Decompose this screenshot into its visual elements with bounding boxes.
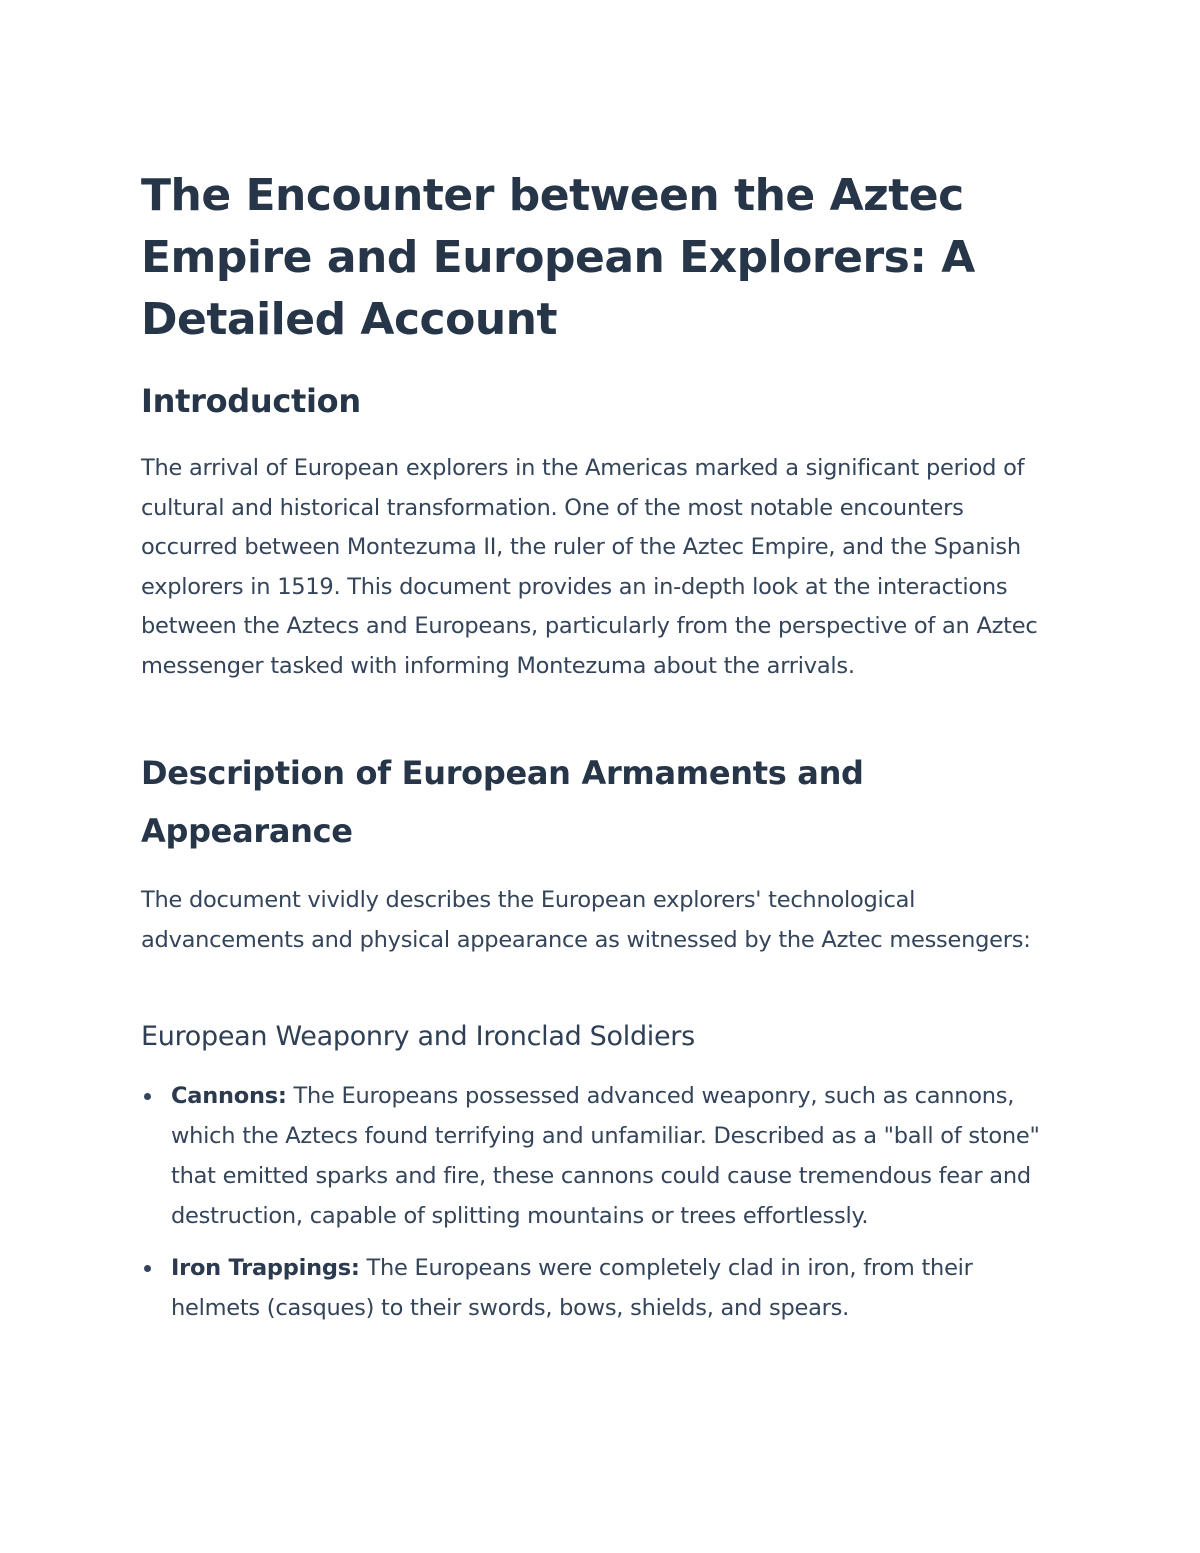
document-title: The Encounter between the Aztec Empire and European Explorers: A Detailed Account — [141, 170, 975, 345]
weaponry-list — [141, 1076, 1061, 1340]
bullet-icon — [144, 1265, 151, 1272]
armaments-paragraph: The document vividly describes the European explorers' technological advancements and physical appearance as witnessed by the Aztec messengers: — [141, 887, 1031, 953]
armaments-heading: Description of European Armaments and Appearance — [141, 754, 864, 850]
list-item-term: Iron Trappings: — [171, 1255, 360, 1281]
list-item-iron-trappings — [141, 1248, 1061, 1328]
introduction-heading: Introduction — [141, 382, 361, 420]
list-item-text: The Europeans were completely clad in iron, from their helmets (casques) to their swords, bows, shields, and spears. — [171, 1255, 973, 1321]
weaponry-subheading: European Weaponry and Ironclad Soldiers — [141, 1021, 695, 1052]
list-item-text: The Europeans possessed advanced weaponry, such as cannons, which the Aztecs found terrifying and unfamiliar. Described as a "ball of stone" that emitted sparks and fire, these cannons could cause tremendous fear and destruction, capable of splitting mountains or trees effortlessly. — [171, 1083, 1040, 1229]
bullet-icon — [144, 1093, 151, 1100]
list-item-cannons — [141, 1076, 1061, 1236]
list-item-term: Cannons: — [171, 1083, 287, 1109]
introduction-paragraph: The arrival of European explorers in the Americas marked a significant period of cultural and historical transformation. One of the most notable encounters occurred between Montezuma II, the ruler of the Aztec Empire, and the Spanish explorers in 1519. This document provides an in-depth look at the interactions between the Aztecs and Europeans, particularly from the perspective of an Aztec messenger tasked with informing Montezuma about the arrivals. — [141, 455, 1038, 679]
